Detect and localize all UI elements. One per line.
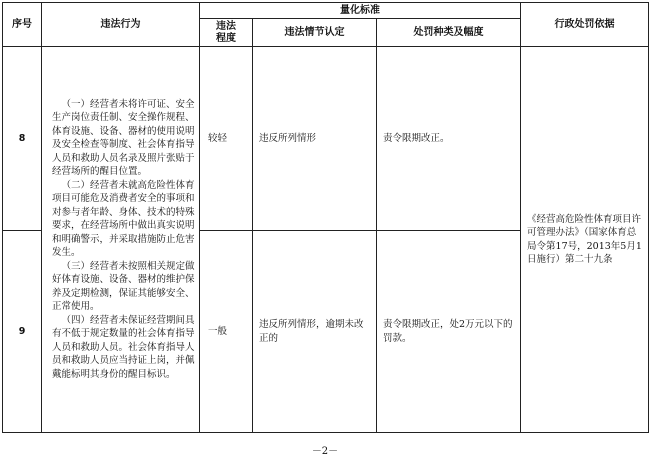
act-paragraph: （一）经营者未将许可证、安全生产岗位责任制、安全操作规程、体育设施、设备、器材的使用说明及安全检查等制度、社会体育指导人员和救助人员名录及照片张贴于经营场所的醒目位置。 (52, 98, 195, 178)
header-penalty: 处罚种类及幅度 (377, 19, 521, 47)
row-degree: 较轻 (200, 47, 253, 231)
legal-basis-cell: 《经营高危险性体育项目许可管理办法》（国家体育总局令第17号，2013年5月1日施行）第二十九条 (521, 47, 649, 433)
header-situation: 违法情节认定 (253, 19, 377, 47)
header-quant: 量化标准 (200, 3, 521, 19)
row-degree: 一般 (200, 231, 253, 433)
header-degree: 违法 程度 (200, 19, 253, 47)
row-situation: 违反所列情形，逾期未改正的 (253, 231, 377, 433)
violation-acts-cell (42, 47, 200, 433)
header-basis: 行政处罚依据 (521, 3, 649, 47)
row-seq: 9 (3, 231, 42, 433)
act-paragraph: （四）经营者未保证经营期间具有不低于规定数量的社会体育指导人员和救助人员。社会体育指导人员和救助人员应当持证上岗，并佩戴能标明其身份的醒目标识。 (52, 314, 195, 380)
header-act: 违法行为 (42, 3, 200, 47)
header-seq: 序号 (3, 3, 42, 47)
page-number: －2－ (311, 446, 339, 457)
act-paragraph: （二）经营者未就高危险性体育项目可能危及消费者安全的事项和对参与者年龄、身体、技术的特殊要求，在经营场所中做出真实说明和明确警示，并采取措施防止危害发生。 (52, 179, 195, 259)
row-situation: 违反所列情形 (253, 47, 377, 231)
row-penalty: 责令限期改正，处2万元以下的罚款。 (377, 231, 521, 433)
act-paragraph: （三）经营者未按照相关规定做好体育设施、设备、器材的维护保养及定期检测，保证其能够安全、正常使用。 (52, 260, 195, 313)
row-penalty: 责令限期改正。 (377, 47, 521, 231)
row-seq: 8 (3, 47, 42, 231)
penalty-table (2, 2, 649, 433)
table-row (3, 47, 649, 231)
